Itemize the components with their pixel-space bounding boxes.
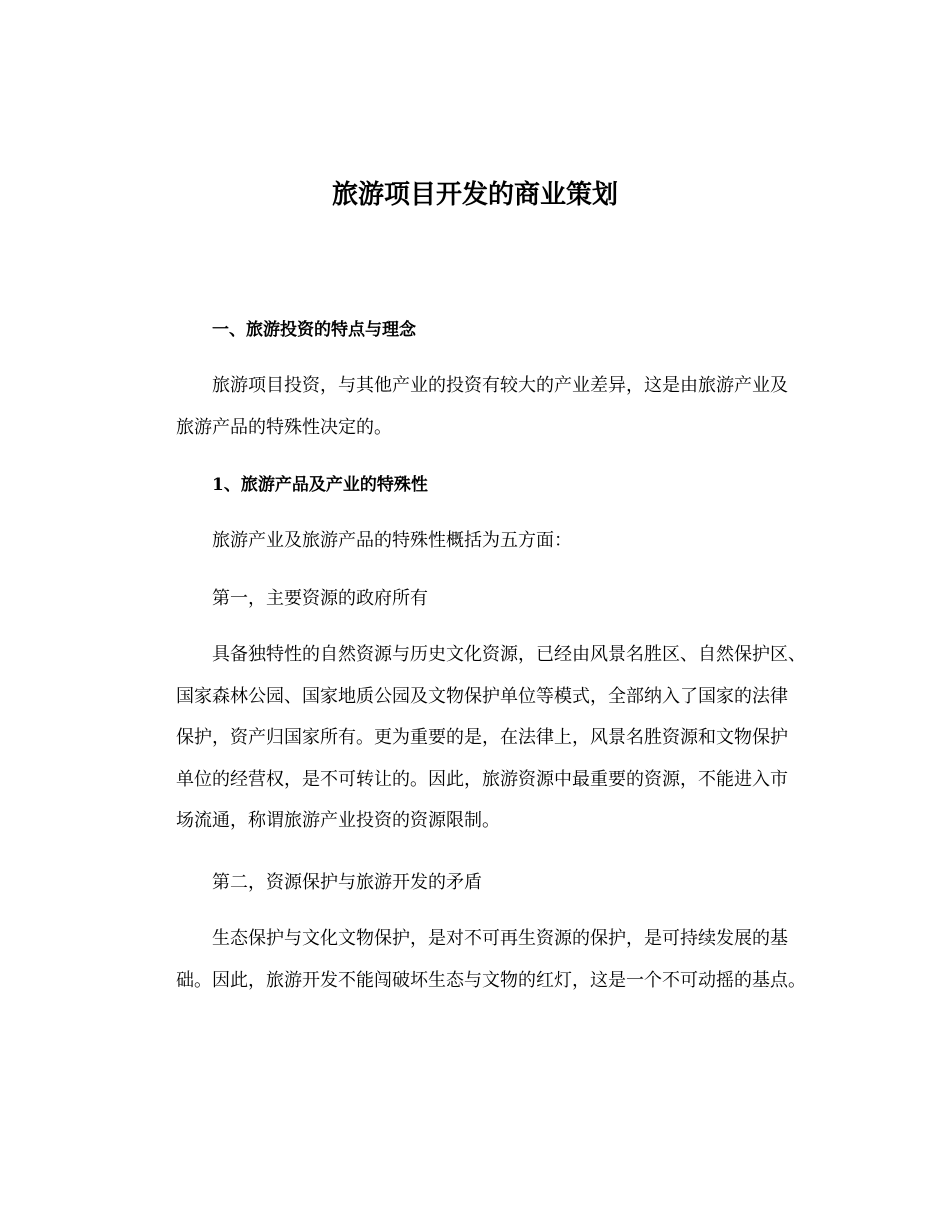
paragraph-line: 生态保护与文化文物保护，是对不可再生资源的保护，是可持续发展的基	[212, 928, 788, 949]
paragraph-line: 单位的经营权，是不可转让的。因此，旅游资源中最重要的资源，不能进入市	[176, 768, 788, 790]
paragraph-intro	[176, 365, 816, 448]
section-heading-1	[176, 310, 816, 352]
paragraph-line: 旅游产品的特殊性决定的。	[176, 416, 392, 438]
paragraph-line: 础。因此，旅游开发不能闯破坏生态与文物的红灯，这是一个不可动摇的基点。	[176, 969, 806, 991]
paragraph-resources	[176, 634, 816, 842]
paragraph-line: 第一，主要资源的政府所有	[212, 588, 428, 609]
heading-text: 一、旅游投资的特点与理念	[212, 320, 416, 340]
paragraph-five-aspects	[176, 520, 816, 562]
paragraph-line: 旅游项目投资，与其他产业的投资有较大的产业差异，这是由旅游产业及	[212, 375, 788, 396]
paragraph-line: 旅游产业及旅游产品的特殊性概括为五方面：	[212, 530, 572, 551]
document-title: 旅游项目开发的商业策划	[331, 180, 618, 210]
paragraph-second-point	[176, 862, 816, 904]
paragraph-first-point	[176, 578, 816, 620]
paragraph-line: 保护，资产归国家所有。更为重要的是，在法律上，风景名胜资源和文物保护	[176, 727, 788, 748]
paragraph-line: 第二，资源保护与旅游开发的矛盾	[212, 872, 482, 893]
heading-text: 1、旅游产品及产业的特殊性	[212, 475, 428, 495]
paragraph-protection	[176, 918, 816, 1001]
paragraph-line: 场流通，称谓旅游产业投资的资源限制。	[176, 810, 500, 831]
paragraph-line: 国家森林公园、国家地质公园及文物保护单位等模式，全部纳入了国家的法律	[176, 685, 788, 707]
paragraph-line: 具备独特性的自然资源与历史文化资源，已经由风景名胜区、自然保护区、	[212, 644, 806, 665]
section-heading-2	[176, 465, 816, 507]
